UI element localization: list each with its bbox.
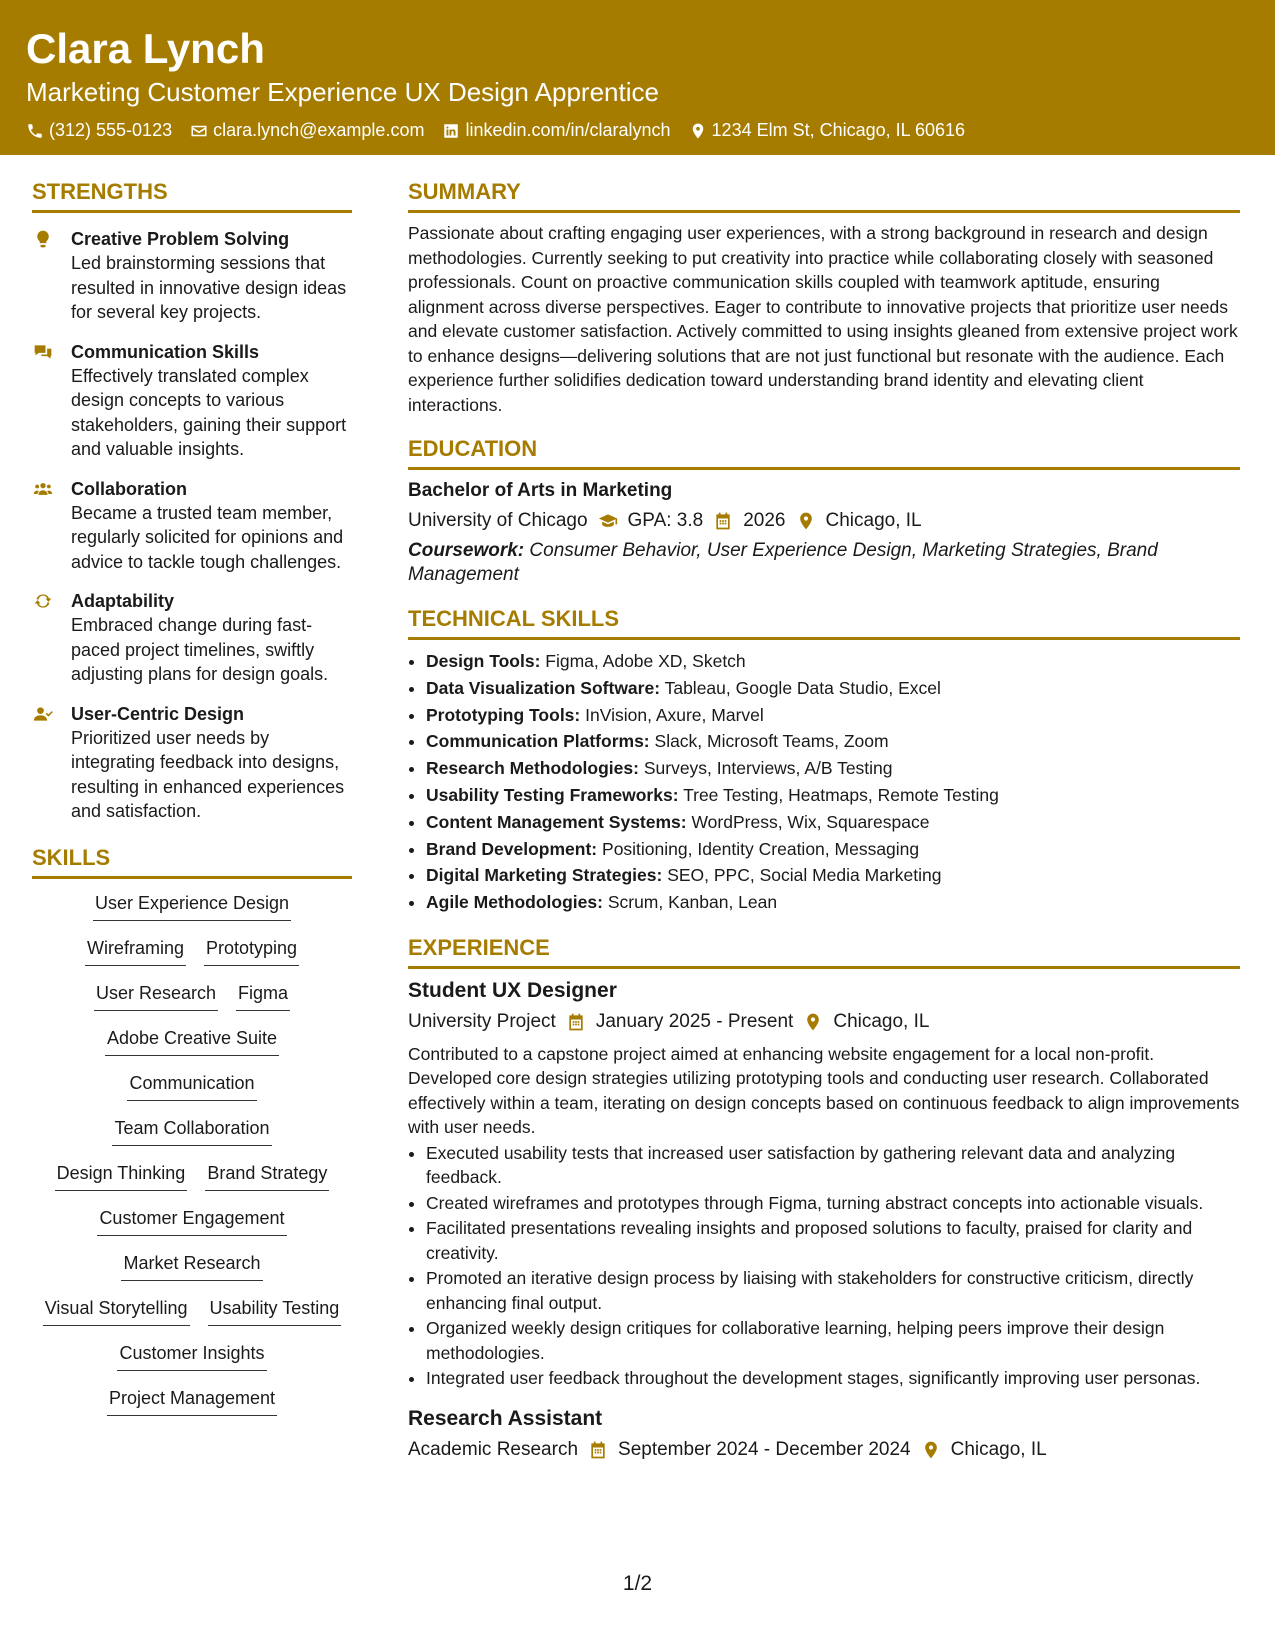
skill-values: Tableau, Google Data Studio, Excel	[664, 677, 941, 698]
skill-values: Scrum, Kanban, Lean	[607, 892, 778, 913]
comments-icon	[32, 342, 54, 362]
skill-tag: Prototyping	[204, 936, 299, 966]
skill-tag: Brand Strategy	[205, 1161, 329, 1191]
strength-desc: Led brainstorming sessions that resulted in innovative design ideas for several key projects.	[71, 253, 347, 322]
education-heading: EDUCATION	[408, 435, 1240, 470]
skill-category: Brand Development:	[426, 838, 598, 859]
skills-row	[93, 891, 291, 936]
job-dates: September 2024 - December 2024	[618, 1438, 911, 1460]
envelope-icon	[190, 122, 208, 140]
calendar-icon	[588, 1440, 608, 1460]
job-description: Contributed to a capstone project aimed at enhancing website engagement for a local non-profit. Developed core design strategies utilizing prototyping tools and conducting user research. Collaborated effectively within a team, iterating on design concepts based on continuous feedback to align improvements with user needs.	[408, 1043, 1240, 1138]
skill-values: Surveys, Interviews, A/B Testing	[643, 758, 893, 779]
skill-category: Data Visualization Software:	[426, 677, 661, 698]
skill-category: Research Methodologies:	[426, 758, 639, 779]
address-text: 1234 Elm St, Chicago, IL 60616	[711, 120, 966, 140]
skill-tag: Team Collaboration	[112, 1116, 271, 1146]
job-meta	[408, 1008, 1240, 1036]
list-item	[426, 889, 1240, 916]
contact-email[interactable]	[190, 120, 424, 141]
lightbulb-icon	[32, 229, 54, 249]
skill-category: Digital Marketing Strategies:	[426, 865, 663, 886]
job-entry	[408, 977, 1240, 1391]
skill-tag: Adobe Creative Suite	[105, 1026, 279, 1056]
left-column	[32, 178, 352, 1431]
list-item	[426, 836, 1240, 863]
list-item	[426, 809, 1240, 836]
skill-category: Design Tools:	[426, 651, 541, 671]
job-org: University Project	[408, 1010, 556, 1032]
list-item: • Promoted an iterative design process by liaising with stakeholders for constructive criticism, directly enhancing final output.	[426, 1266, 1240, 1315]
strength-desc: Became a trusted team member, regularly solicited for opinions and advice to tackle tough challenges.	[71, 502, 344, 572]
skills-list	[32, 891, 352, 1431]
skill-values: WordPress, Wix, Squarespace	[691, 811, 930, 832]
phone-text: (312) 555-0123	[49, 120, 173, 140]
strength-desc: Effectively translated complex design concepts to various stakeholders, gaining their support and valuable insights.	[71, 365, 347, 459]
contact-address	[689, 120, 966, 141]
skill-values: Positioning, Identity Creation, Messaging	[602, 838, 920, 859]
education-meta	[408, 507, 1240, 535]
job-location: Chicago, IL	[950, 1438, 1047, 1460]
users-icon	[32, 479, 54, 499]
strength-item	[32, 340, 352, 462]
map-pin-icon	[803, 1012, 823, 1032]
job-meta	[408, 1436, 1240, 1464]
job-bullets	[408, 1141, 1240, 1391]
skills-row	[121, 1251, 262, 1296]
skill-tag: User Experience Design	[93, 891, 291, 921]
skill-category: Usability Testing Frameworks:	[426, 784, 679, 805]
resume-header	[0, 0, 1275, 155]
degree-title: Bachelor of Arts in Marketing	[408, 480, 673, 501]
list-item	[426, 782, 1240, 809]
map-pin-icon	[689, 122, 707, 140]
skill-values: Figma, Adobe XD, Sketch	[545, 651, 746, 671]
skills-row	[107, 1386, 277, 1431]
strength-item	[32, 589, 352, 687]
skill-tag: Wireframing	[85, 936, 186, 966]
job-entry	[408, 1405, 1240, 1464]
strengths-heading: STRENGTHS	[32, 178, 352, 213]
contact-linkedin[interactable]	[442, 120, 670, 141]
skill-values: InVision, Axure, Marvel	[585, 704, 764, 725]
strength-title: Adaptability	[71, 591, 175, 611]
education-location: Chicago, IL	[825, 510, 922, 531]
list-item: • Executed usability tests that increased user satisfaction by gathering relevant data and analyzing feedback.	[426, 1141, 1240, 1190]
list-item	[426, 675, 1240, 702]
contact-bar	[26, 120, 1275, 141]
skill-values: Slack, Microsoft Teams, Zoom	[654, 731, 889, 752]
skills-row	[112, 1116, 271, 1161]
technical-skills-heading: TECHNICAL SKILLS	[408, 605, 1240, 640]
linkedin-text[interactable]: linkedin.com/in/claralynch	[465, 120, 671, 140]
skill-tag: Customer Insights	[117, 1341, 266, 1371]
skill-tag: Communication	[127, 1071, 256, 1101]
coursework	[408, 539, 1240, 587]
strength-item	[32, 477, 352, 575]
skill-category: Agile Methodologies:	[426, 892, 603, 913]
list-item	[426, 755, 1240, 782]
list-item	[426, 648, 1240, 675]
skill-tag: Project Management	[107, 1386, 277, 1416]
experience-heading: EXPERIENCE	[408, 934, 1240, 969]
phone-icon	[26, 122, 44, 140]
skill-values: Tree Testing, Heatmaps, Remote Testing	[683, 784, 999, 805]
skills-heading: SKILLS	[32, 844, 352, 879]
skill-values: SEO, PPC, Social Media Marketing	[667, 865, 942, 886]
email-text[interactable]: clara.lynch@example.com	[213, 120, 425, 140]
strength-title: Communication Skills	[71, 341, 260, 362]
technical-skills-list	[408, 648, 1240, 916]
list-item: • Integrated user feedback throughout the development stages, significantly improving user personas.	[426, 1366, 1240, 1391]
job-dates: January 2025 - Present	[595, 1010, 794, 1032]
skills-row	[105, 1026, 279, 1071]
strength-desc: Prioritized user needs by integrating feedback into designs, resulting in enhanced experiences and satisfaction.	[71, 727, 345, 821]
calendar-icon	[713, 511, 733, 531]
list-item: • Facilitated presentations revealing insights and proposed solutions to faculty, praised for clarity and creativity.	[426, 1216, 1240, 1265]
page-number: 1/2	[622, 1572, 653, 1595]
job-org: Academic Research	[408, 1438, 579, 1460]
strength-title: Collaboration	[71, 478, 187, 499]
skills-row	[94, 981, 290, 1026]
graduation-cap-icon	[598, 511, 618, 531]
sync-icon	[32, 591, 54, 611]
job-title: Research Assistant	[408, 1406, 603, 1430]
summary-heading: SUMMARY	[408, 178, 1240, 213]
map-pin-icon	[921, 1440, 941, 1460]
skill-tag: Usability Testing	[208, 1296, 342, 1326]
candidate-role: Marketing Customer Experience UX Design Apprentice	[26, 77, 659, 107]
skill-category: Prototyping Tools:	[426, 704, 581, 725]
list-item	[426, 702, 1240, 729]
skills-row	[85, 936, 299, 981]
skills-row	[117, 1341, 266, 1386]
skills-row	[127, 1071, 256, 1116]
user-check-icon	[32, 704, 54, 724]
graduation-year: 2026	[743, 510, 786, 531]
strength-item	[32, 702, 352, 824]
linkedin-icon	[442, 122, 460, 140]
calendar-icon	[566, 1012, 586, 1032]
skills-row	[97, 1206, 286, 1251]
strength-title: User-Centric Design	[71, 703, 245, 724]
skill-tag: User Research	[94, 981, 218, 1011]
coursework-label: Coursework:	[408, 540, 525, 561]
summary-text: Passionate about crafting engaging user experiences, with a strong background in research and design methodologies. Currently seeking to put creativity into practice while collaborating closely with seasoned professionals. Count on proactive communication skills coupled with teamwork aptitude, ensuring alignment across diverse perspectives. Eager to contribute to innovative projects that prioritize user needs and elevate customer satisfaction. Actively committed to using insights gleaned from extensive project work to enhance designs—delivering solutions that are not just functional but resonate with the audience. Each experience further solidifies dedication toward understanding brand identity and elevating client interactions.	[408, 223, 1238, 415]
strength-item	[32, 227, 352, 325]
list-item	[426, 728, 1240, 755]
gpa: GPA: 3.8	[627, 510, 704, 531]
skill-tag: Market Research	[121, 1251, 262, 1281]
list-item	[426, 862, 1240, 889]
list-item: • Created wireframes and prototypes through Figma, turning abstract concepts into actionable visuals.	[426, 1191, 1240, 1216]
map-pin-icon	[796, 511, 816, 531]
strength-desc: Embraced change during fast-paced project timelines, swiftly adjusting plans for design goals.	[71, 615, 329, 684]
list-item: • Organized weekly design critiques for collaborative learning, helping peers improve their design methodologies.	[426, 1316, 1240, 1365]
skills-row	[55, 1161, 330, 1206]
school-name: University of Chicago	[408, 510, 588, 531]
contact-phone	[26, 120, 172, 141]
strengths-list	[32, 227, 352, 824]
candidate-name: Clara Lynch	[26, 25, 265, 72]
skill-tag: Figma	[236, 981, 290, 1011]
job-location: Chicago, IL	[833, 1010, 930, 1032]
skill-tag: Customer Engagement	[97, 1206, 286, 1236]
strength-title: Creative Problem Solving	[71, 229, 290, 249]
skill-category: Content Management Systems:	[426, 811, 687, 832]
coursework-list: Consumer Behavior, User Experience Design, Marketing Strategies, Brand Management	[408, 540, 1158, 585]
skills-row	[43, 1296, 341, 1341]
skill-category: Communication Platforms:	[426, 731, 650, 752]
skill-tag: Visual Storytelling	[43, 1296, 190, 1326]
skill-tag: Design Thinking	[55, 1161, 188, 1191]
job-title: Student UX Designer	[408, 978, 617, 1002]
right-column	[408, 178, 1240, 1464]
